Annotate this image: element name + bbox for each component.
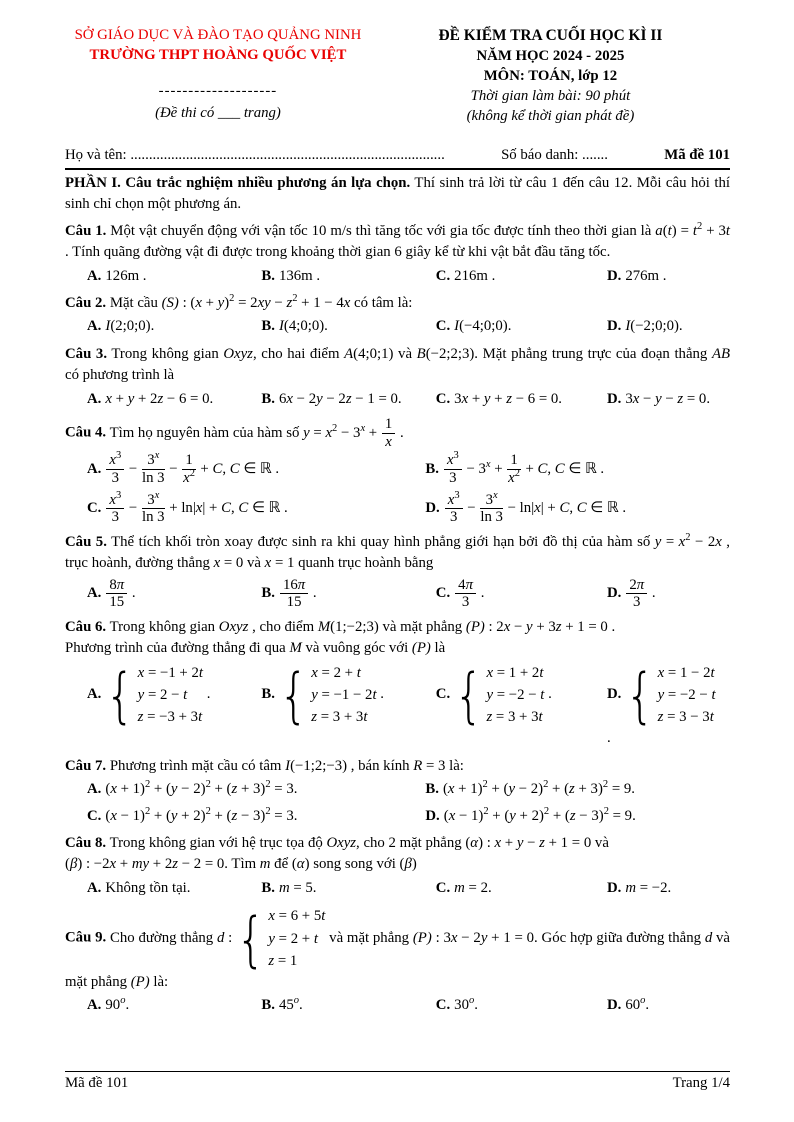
question xyxy=(65,756,730,827)
option-text: $\frac{16\pi}{15}$ . xyxy=(279,585,317,601)
question-text: Phương trình mặt cầu có tâm I(−1;2;−3) , bán kính R = 3 là: xyxy=(109,757,464,774)
answer-option xyxy=(87,806,421,827)
answer-option xyxy=(261,577,431,611)
question-text: Thể tích khối tròn xoay được sinh ra khi quay hình phẳng giới hạn bởi đồ thị của hàm số $y = x^2 - 2x$ , trục hoành, đường thẳng x = 0 và x = 1 quanh trục hoành bằng xyxy=(65,531,730,572)
question-text: Trong không gian với hệ trục tọa độ Oxyz, cho 2 mặt phẳng (α) : x + y − z + 1 = 0 và (β) : −2x + my + 2z − 2 = 0. Tìm m để (α) song song với (β) xyxy=(65,834,609,873)
question-number: Câu 9. xyxy=(65,930,107,947)
option-letter: C. xyxy=(435,997,451,1014)
answer-option xyxy=(87,389,257,410)
question-options xyxy=(65,577,730,611)
option-text: { x = −1 + 2t y = 2 − t z = −3 + 3t . xyxy=(105,659,211,730)
exam-title: ĐỀ KIỂM TRA CUỐI HỌC KÌ II xyxy=(438,27,663,44)
part1-heading-title: PHẦN I. Câu trắc nghiệm nhiều phương án lựa chọn. xyxy=(65,174,411,191)
answer-option xyxy=(607,266,723,287)
question-options xyxy=(65,659,730,750)
question-number: Câu 8. xyxy=(65,834,107,851)
option-text: 30$^o$. xyxy=(454,995,478,1014)
option-text: 3x + y + z − 6 = 0. xyxy=(454,390,562,407)
answer-option xyxy=(435,659,603,750)
question-stem xyxy=(65,833,730,876)
option-text: I(−4;0;0). xyxy=(454,318,512,335)
department-name: SỞ GIÁO DỤC VÀ ĐÀO TẠO QUẢNG NINH xyxy=(74,27,362,43)
option-text: $\frac{x^3}{3}$ − $\frac{3^x}{\ln 3}$ − $\frac{1}{x^2}$ + C, C ∈ ℝ . xyxy=(105,461,279,477)
subject-line: MÔN: TOÁN, lớp 12 xyxy=(483,67,618,84)
option-text: x + y + 2z − 6 = 0. xyxy=(105,390,214,407)
option-letter: B. xyxy=(261,267,275,284)
question-text: Cho đường thẳng d : { x = 6 + 5t y = 2 + t z = 1 và mặt phẳng (P) : 3x − 2y + 1 = 0. Góc hợp giữa đường thẳng d và mặt phẳng (P) là: xyxy=(65,903,730,990)
header-school-block xyxy=(65,26,371,124)
divider-dashes: -------------------- xyxy=(158,82,278,99)
question-options xyxy=(65,779,730,827)
question-text: Trong không gian Oxyz, cho hai điểm A(4;0;1) và B(−2;2;3). Mặt phẳng trung trực của đoạn thẳng AB có phương trình là xyxy=(65,345,731,384)
exam-header xyxy=(65,26,730,127)
footer-exam-code: Mã đề 101 xyxy=(65,1075,129,1091)
option-letter: B. xyxy=(261,686,275,703)
answer-option xyxy=(607,878,723,899)
option-letter: D. xyxy=(425,807,440,824)
question xyxy=(65,416,730,525)
option-text: 276m . xyxy=(625,267,667,284)
option-letter: A. xyxy=(87,997,102,1014)
answer-option xyxy=(87,489,421,526)
option-text: $\frac{x^3}{3}$ − $3^x$ + $\frac{1}{x^2}$ + C, C ∈ ℝ . xyxy=(443,461,604,477)
footer-page-number: Trang 1/4 xyxy=(672,1075,730,1091)
header-exam-block xyxy=(371,26,730,127)
option-letter: C. xyxy=(435,267,451,284)
answer-option xyxy=(261,878,431,899)
answer-option xyxy=(606,659,723,750)
option-letter: D. xyxy=(606,686,622,703)
option-letter: A. xyxy=(87,318,102,335)
question-stem xyxy=(65,221,730,264)
answer-option xyxy=(87,316,257,337)
answer-option xyxy=(87,995,257,1016)
question-number: Câu 5. xyxy=(65,533,107,550)
question-options xyxy=(65,266,730,287)
candidate-number-field: Số báo danh: ....... xyxy=(501,146,608,163)
option-letter: B. xyxy=(261,879,275,896)
question xyxy=(65,532,730,611)
option-text: $(x - 1)^2 + (y + 2)^2 + (z - 3)^2 = 9$. xyxy=(443,805,636,824)
option-text: $(x + 1)^2 + (y - 2)^2 + (z + 3)^2 = 9$. xyxy=(442,779,635,798)
option-letter: B. xyxy=(261,585,275,602)
option-letter: C. xyxy=(435,318,451,335)
option-letter: A. xyxy=(87,390,102,407)
question-number: Câu 6. xyxy=(65,618,107,635)
option-text: $\frac{8\pi}{15}$ . xyxy=(105,585,135,601)
option-text: { x = 2 + t y = −1 − 2t z = 3 + 3t . xyxy=(278,659,384,730)
answer-option xyxy=(425,806,734,827)
option-letter: C. xyxy=(435,585,451,602)
question-stem xyxy=(65,756,730,777)
page-count-note: (Đề thi có ___ trang) xyxy=(155,104,281,121)
duration-line: Thời gian làm bài: 90 phút xyxy=(470,87,631,104)
option-text: { x = 1 − 2t y = −2 − t z = 3 − 3t . xyxy=(606,659,716,747)
question xyxy=(65,293,730,338)
option-text: m = 2. xyxy=(454,879,492,896)
answer-option xyxy=(261,995,431,1016)
answer-option xyxy=(261,316,431,337)
option-text: m = −2. xyxy=(625,879,672,896)
option-text: I(4;0;0). xyxy=(278,318,328,335)
answer-option xyxy=(261,659,431,750)
option-letter: A. xyxy=(87,585,102,602)
option-letter: D. xyxy=(606,997,622,1014)
option-text: 6x − 2y − 2z − 1 = 0. xyxy=(278,390,402,407)
school-year: NĂM HỌC 2024 - 2025 xyxy=(476,47,625,64)
answer-option xyxy=(436,577,603,611)
option-text: m = 5. xyxy=(278,879,317,896)
option-text: $\frac{x^3}{3}$ − $\frac{3^x}{\ln 3}$ − ln|x| + C, C ∈ ℝ . xyxy=(444,500,626,516)
option-text: 3x − y − z = 0. xyxy=(625,390,711,407)
question xyxy=(65,221,730,287)
student-info-row xyxy=(65,147,730,170)
question-text: Tìm họ nguyên hàm của hàm số $y = x^2 - 3^x$ + $\frac{1}{x}$ . xyxy=(109,416,404,450)
answer-option xyxy=(607,995,723,1016)
question-number: Câu 2. xyxy=(65,295,107,312)
answer-option xyxy=(87,452,421,486)
option-text: $(x - 1)^2 + (y + 2)^2 + (z - 3)^2 = 3$. xyxy=(105,805,298,824)
part1-heading xyxy=(65,173,730,215)
option-text: I(−2;0;0). xyxy=(625,318,683,335)
question-stem xyxy=(65,293,730,314)
question-stem xyxy=(65,416,730,450)
answer-option xyxy=(436,266,603,287)
answer-option xyxy=(607,316,723,337)
page-footer xyxy=(65,1071,730,1092)
exam-code-badge: Mã đề 101 xyxy=(664,146,730,163)
answer-option xyxy=(436,995,603,1016)
name-field: Họ và tên: ..................................................................................... xyxy=(65,146,445,163)
option-letter: C. xyxy=(87,500,102,516)
option-text: 126m . xyxy=(105,267,147,284)
option-letter: C. xyxy=(435,879,451,896)
option-letter: D. xyxy=(425,500,440,516)
option-letter: C. xyxy=(435,390,451,407)
option-text: 60$^o$. xyxy=(625,995,650,1014)
question-text: Mặt cầu (S) : $(x + y)^2 = 2xy - z^2 + 1 - 4x$ có tâm là: xyxy=(109,293,413,312)
questions-list xyxy=(65,221,730,1017)
question-stem xyxy=(65,905,730,993)
option-text: 136m . xyxy=(278,267,321,284)
duration-note: (không kể thời gian phát đề) xyxy=(466,107,635,124)
question-number: Câu 4. xyxy=(65,424,107,441)
question xyxy=(65,344,730,410)
option-letter: B. xyxy=(261,390,275,407)
option-text: $\frac{2\pi}{3}$ . xyxy=(625,585,655,601)
option-letter: A. xyxy=(87,267,102,284)
option-text: 216m . xyxy=(454,267,496,284)
question-stem xyxy=(65,617,730,660)
answer-option xyxy=(87,659,257,750)
question-stem xyxy=(65,532,730,575)
option-text: 90$^o$. xyxy=(105,995,130,1014)
answer-option xyxy=(425,489,734,526)
option-text: 45$^o$. xyxy=(278,995,303,1014)
option-letter: A. xyxy=(87,879,102,896)
option-letter: B. xyxy=(261,997,275,1014)
answer-option xyxy=(87,779,421,800)
answer-option xyxy=(87,878,257,899)
question-stem xyxy=(65,344,730,387)
answer-option xyxy=(261,389,431,410)
answer-option xyxy=(87,266,257,287)
part1-heading-instructions: Thí sinh trả lời từ câu 1 đến câu 12. Mỗi câu hỏi thí sinh chỉ chọn một phương án. xyxy=(65,174,731,212)
answer-option xyxy=(261,266,431,287)
option-text: $(x + 1)^2 + (y - 2)^2 + (z + 3)^2 = 3$. xyxy=(105,779,298,798)
option-letter: C. xyxy=(87,807,102,824)
answer-option xyxy=(436,389,603,410)
option-letter: A. xyxy=(87,781,102,798)
option-text: $\frac{x^3}{3}$ − $\frac{3^x}{\ln 3}$ + ln|x| + C, C ∈ ℝ . xyxy=(105,500,287,516)
answer-option xyxy=(425,779,734,800)
question-options xyxy=(65,995,730,1016)
question-options xyxy=(65,316,730,337)
answer-option xyxy=(425,452,734,486)
option-text: $\frac{4\pi}{3}$ . xyxy=(454,585,484,601)
answer-option xyxy=(607,389,723,410)
question-text: Một vật chuyển động với vận tốc 10 m/s thì tăng tốc với gia tốc được tính theo thời gian là $a(t) = t^2 + 3t$ . Tính quãng đường vật đi được trong khoảng thời gian 6 giây kể từ khi vật bắt đầu tăng tốc. xyxy=(65,220,730,261)
option-letter: A. xyxy=(87,686,102,703)
question-number: Câu 3. xyxy=(65,345,108,362)
answer-option xyxy=(436,316,603,337)
option-letter: A. xyxy=(87,460,102,477)
answer-option xyxy=(87,577,257,611)
question-text: Trong không gian Oxyz , cho điểm M(1;−2;3) và mặt phẳng (P) : 2x − y + 3z + 1 = 0 . Phương trình của đường thẳng đi qua M và vuông góc với (P) là xyxy=(65,618,616,657)
option-letter: D. xyxy=(606,318,622,335)
question xyxy=(65,905,730,1016)
option-letter: B. xyxy=(261,318,275,335)
option-letter: D. xyxy=(606,267,622,284)
option-letter: D. xyxy=(606,879,622,896)
answer-option xyxy=(436,878,603,899)
option-letter: B. xyxy=(425,781,439,798)
question-options xyxy=(65,389,730,410)
option-text: Không tồn tại. xyxy=(105,879,191,896)
question xyxy=(65,617,730,750)
question-options xyxy=(65,878,730,899)
question-number: Câu 7. xyxy=(65,757,107,774)
option-text: { x = 1 + 2t y = −2 − t z = 3 + 3t . xyxy=(454,659,552,730)
answer-option xyxy=(607,577,723,611)
option-letter: D. xyxy=(606,585,622,602)
option-letter: C. xyxy=(435,686,451,703)
option-text: I(2;0;0). xyxy=(105,318,155,335)
question-options xyxy=(65,452,730,525)
school-name: TRƯỜNG THPT HOÀNG QUỐC VIỆT xyxy=(89,46,347,63)
option-letter: B. xyxy=(425,460,439,477)
question xyxy=(65,833,730,899)
option-letter: D. xyxy=(606,390,622,407)
question-number: Câu 1. xyxy=(65,222,107,239)
